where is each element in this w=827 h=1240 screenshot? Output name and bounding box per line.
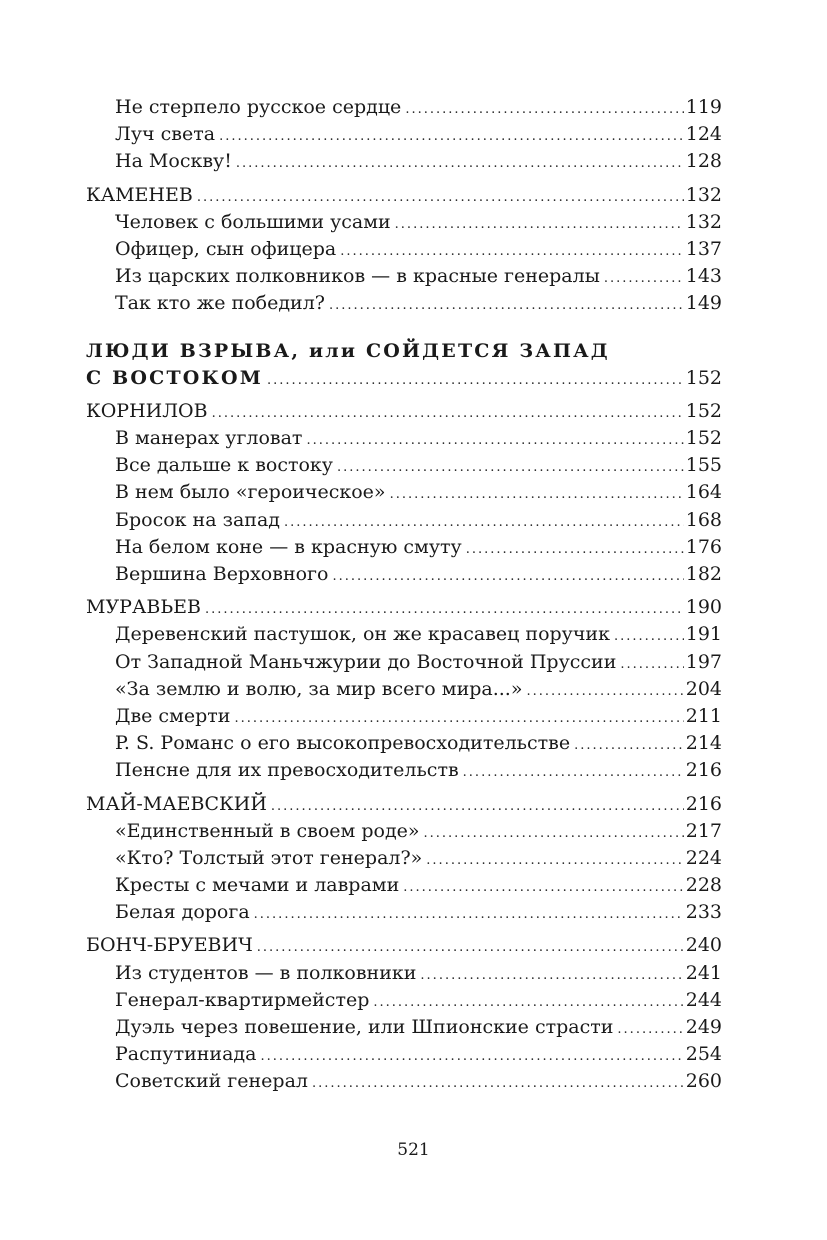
toc-entry-title: Все дальше к востоку [115, 454, 333, 477]
toc-entry-page: 254 [685, 1043, 722, 1066]
toc-leader [426, 847, 683, 874]
table-of-contents [86, 94, 722, 1096]
toc-entry-title: «За землю и волю, за мир всего мира...» [115, 677, 523, 700]
toc-entry-title: Из студентов — в полковники [115, 961, 417, 984]
toc-chapter-page: 152 [685, 399, 722, 422]
toc-entry-title: Не стерпело русское сердце [115, 96, 402, 118]
toc-entry-page: 260 [685, 1070, 722, 1093]
toc-entry [86, 676, 722, 703]
toc-entry-page: 217 [685, 819, 722, 842]
toc-entry-page: 249 [685, 1016, 722, 1038]
toc-leader [617, 1016, 683, 1043]
toc-leader [526, 678, 683, 705]
toc-entry-title: Офицер, сын офицера [115, 237, 337, 260]
toc-entry [86, 872, 722, 899]
toc-entry-title: P. S. Романс о его высокопревосходительстве [115, 732, 571, 755]
toc-entry-title: Так кто же победил? [115, 292, 325, 315]
toc-entry-title: Луч света [115, 123, 216, 146]
toc-leader [257, 934, 684, 961]
toc-entry [86, 534, 722, 561]
toc-entry-page: 124 [685, 123, 722, 146]
toc-entry [86, 507, 722, 534]
toc-entry-title: От Западной Маньчжурии до Восточной Пруссии [115, 650, 617, 673]
toc-entry [86, 649, 722, 676]
toc-entry-page: 143 [685, 265, 722, 288]
toc-entry-page: 228 [685, 874, 722, 897]
toc-leader [219, 123, 684, 150]
toc-chapter-may-mayevsky [86, 791, 722, 818]
toc-chapter-bonch-bruevich [86, 932, 722, 959]
toc-leader [420, 962, 683, 989]
toc-entry [86, 818, 722, 845]
toc-entry [86, 621, 722, 648]
toc-entry-page: 149 [685, 292, 722, 315]
toc-entry-title: Распутиниада [115, 1043, 257, 1066]
toc-leader [463, 759, 684, 786]
toc-entry-title: На Москву! [115, 150, 232, 173]
toc-leader [197, 184, 684, 211]
toc-entry-page: 132 [685, 210, 722, 233]
toc-chapter-page: 132 [685, 183, 722, 206]
toc-entry-page: 214 [685, 732, 722, 755]
toc-leader [205, 596, 684, 623]
toc-entry [86, 730, 722, 757]
toc-part-page: 152 [685, 366, 722, 389]
toc-leader [234, 705, 683, 732]
toc-entry-title: Вершина Верховного [115, 563, 329, 585]
toc-leader [620, 651, 683, 678]
toc-entry-page: 244 [685, 988, 722, 1011]
toc-chapter-title: МАЙ-МАЕВСКИЙ [86, 792, 267, 815]
toc-entry [86, 452, 722, 479]
toc-entry [86, 236, 722, 263]
toc-leader [373, 989, 683, 1016]
toc-entry-page: 128 [685, 150, 722, 173]
toc-entry-page: 182 [685, 563, 722, 585]
toc-entry-page: 164 [685, 481, 722, 504]
toc-leader [466, 536, 684, 563]
toc-entry-title: Генерал-квартирмейстер [115, 988, 370, 1011]
toc-entry-page: 216 [685, 759, 722, 782]
toc-leader [312, 1070, 684, 1097]
toc-chapter-page: 216 [685, 792, 722, 815]
toc-leader [306, 427, 683, 454]
toc-chapter-page: 190 [685, 596, 722, 619]
toc-leader [574, 732, 684, 759]
toc-entry [86, 960, 722, 987]
toc-leader [614, 623, 684, 650]
toc-entry-title: Белая дорога [115, 901, 250, 924]
toc-entry [86, 1014, 722, 1041]
toc-entry-title: Дуэль через повешение, или Шпионские страсти [115, 1016, 614, 1038]
toc-entry-title: Из царских полковников — в красные генералы [115, 265, 600, 288]
toc-chapter-kamenev [86, 182, 722, 209]
toc-leader [236, 150, 684, 177]
toc-leader [267, 367, 684, 394]
toc-leader [271, 793, 684, 820]
toc-leader [403, 874, 684, 901]
toc-entry-title: Советский генерал [115, 1070, 308, 1093]
toc-entry-title: Человек с большими усами [115, 210, 391, 233]
toc-entry-title: Деревенский пастушок, он же красавец поручик [115, 623, 610, 646]
toc-entry-title: «Кто? Толстый этот генерал?» [115, 846, 423, 869]
toc-leader [329, 292, 684, 319]
toc-chapter-page: 240 [685, 934, 722, 957]
toc-entry-page: 168 [685, 508, 722, 531]
toc-chapter-title: КОРНИЛОВ [86, 399, 208, 422]
toc-entry-page: 137 [685, 237, 722, 260]
toc-entry [86, 561, 722, 588]
toc-leader [260, 1043, 683, 1070]
toc-entry [86, 263, 722, 290]
toc-entry-title: Бросок на запад [115, 508, 280, 531]
page-number: 521 [397, 1140, 430, 1160]
toc-leader [390, 481, 684, 508]
toc-entry-page: 204 [685, 677, 722, 700]
toc-entry [86, 1041, 722, 1068]
toc-entry-page: 233 [685, 901, 722, 924]
toc-entry [86, 703, 722, 730]
toc-leader [337, 454, 684, 481]
toc-entry-page: 197 [685, 650, 722, 673]
toc-entry [86, 479, 722, 506]
toc-chapter-muravyev [86, 594, 722, 621]
toc-entry-page: 191 [685, 623, 722, 646]
toc-leader [332, 563, 683, 590]
toc-entry [86, 845, 722, 872]
toc-entry [86, 987, 722, 1014]
toc-leader [604, 265, 684, 292]
toc-leader [395, 211, 684, 238]
toc-part-heading [86, 365, 722, 392]
toc-entry-page: 176 [685, 535, 722, 558]
toc-chapter-title: МУРАВЬЕВ [86, 596, 201, 619]
toc-entry [86, 94, 722, 121]
toc-entry [86, 899, 722, 926]
toc-entry-title: На белом коне — в красную смуту [115, 535, 462, 558]
toc-part-heading-line2: С ВОСТОКОМ [86, 366, 264, 389]
toc-entry [86, 425, 722, 452]
toc-entry [86, 209, 722, 236]
toc-entry [86, 1068, 722, 1095]
toc-leader [340, 238, 684, 265]
toc-entry-title: Пенсне для их превосходительств [115, 759, 459, 782]
toc-leader [424, 820, 684, 847]
toc-entry [86, 757, 722, 784]
toc-entry-page: 211 [685, 704, 722, 727]
toc-part-heading-line1: ЛЮДИ ВЗРЫВА, или СОЙДЕТСЯ ЗАПАД [86, 339, 610, 362]
toc-entry-page: 241 [685, 961, 722, 984]
toc-entry-title: В нем было «героическое» [115, 481, 386, 504]
toc-entry-page: 119 [685, 96, 722, 118]
toc-chapter-title: БОНЧ-БРУЕВИЧ [86, 934, 253, 957]
toc-entry [86, 121, 722, 148]
toc-leader [212, 400, 684, 427]
toc-entry-title: Кресты с мечами и лаврами [115, 874, 400, 897]
toc-leader [405, 96, 683, 123]
toc-entry-title: В манерах угловат [115, 427, 303, 450]
toc-entry-page: 224 [685, 846, 722, 869]
toc-entry-page: 152 [685, 427, 722, 450]
toc-entry-title: «Единственный в своем роде» [115, 819, 420, 842]
toc-entry [86, 290, 722, 317]
toc-chapter-kornilov [86, 398, 722, 425]
toc-leader [284, 509, 684, 536]
toc-entry [86, 148, 722, 175]
toc-chapter-title: КАМЕНЕВ [86, 183, 193, 206]
toc-entry-title: Две смерти [115, 704, 231, 727]
toc-leader [254, 901, 684, 928]
toc-entry-page: 155 [685, 454, 722, 477]
